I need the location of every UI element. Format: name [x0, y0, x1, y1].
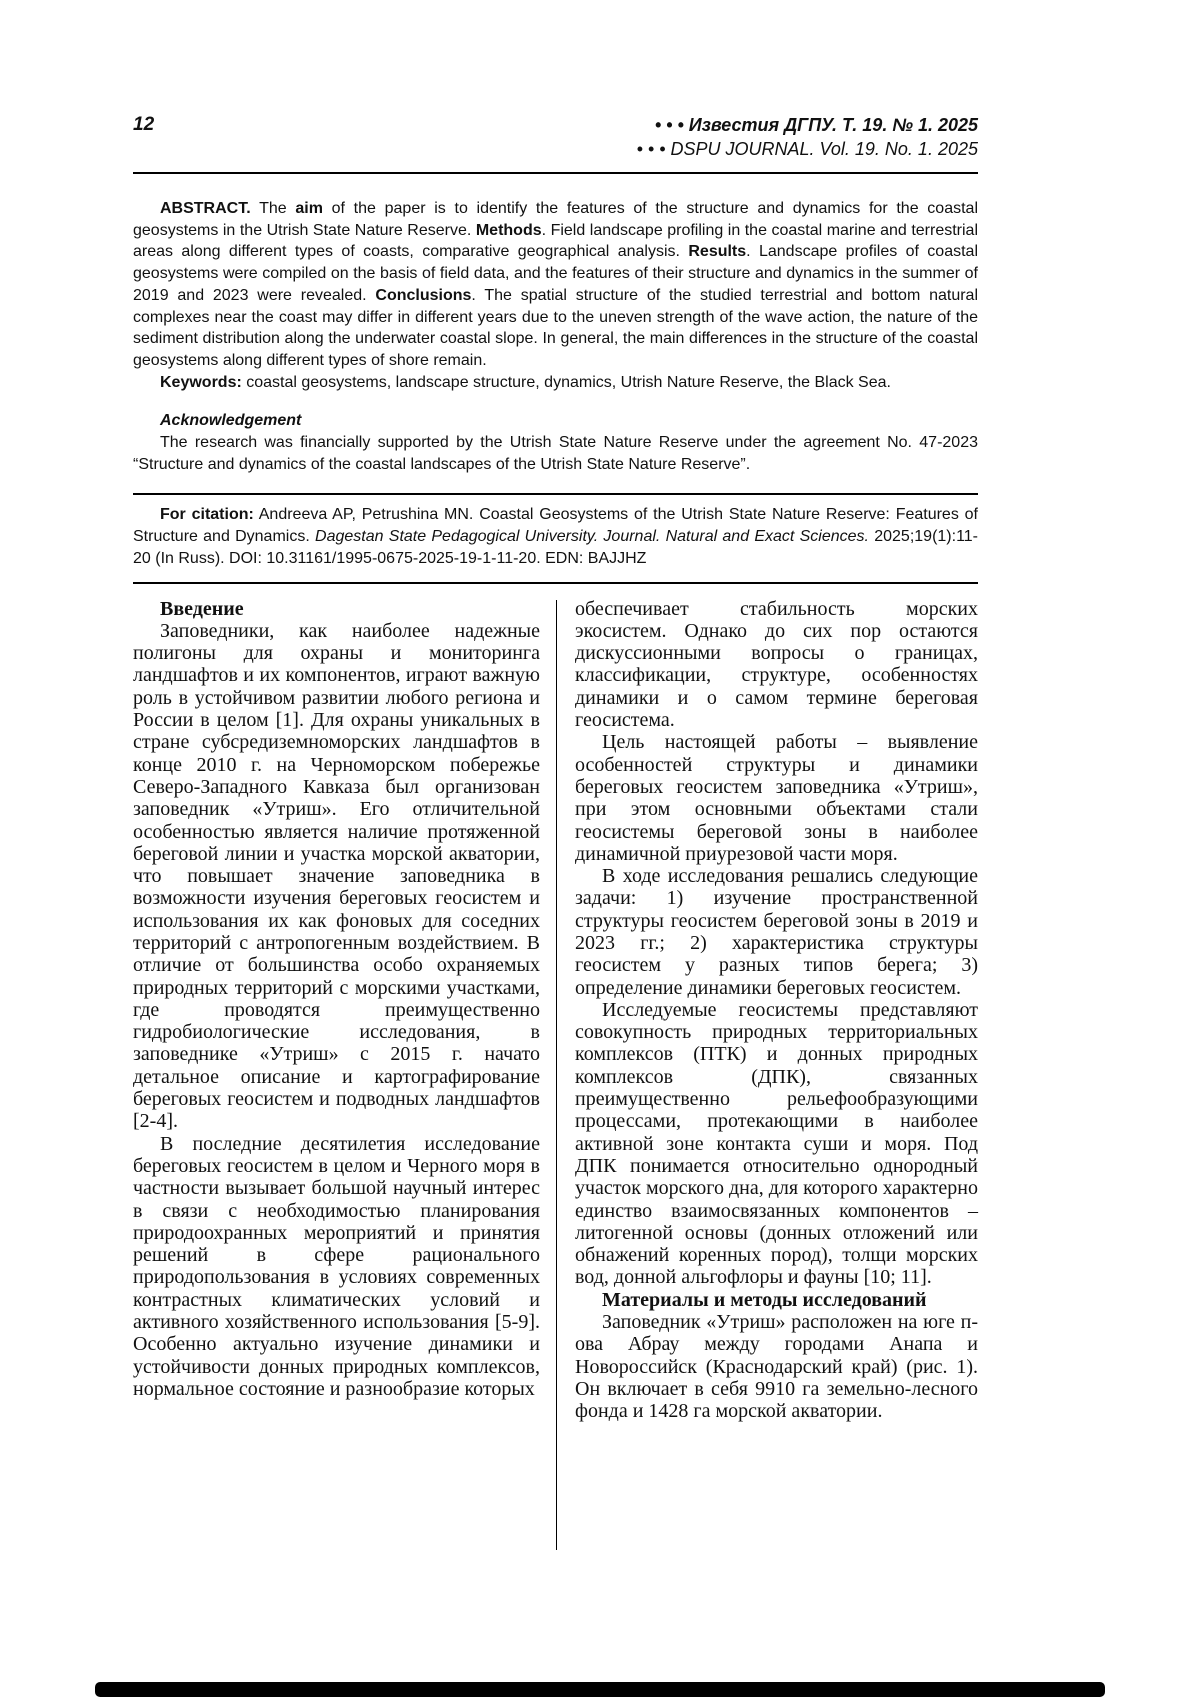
body-paragraph: Цель настоящей работы – выявление особенностей структуры и динамики береговых геосистем заповедника «Утриш», при этом основными объектами стали геосистемы береговой зоны в наиболее динамичной приурезовой части моря.: [575, 731, 978, 865]
acknowledgement-section: [133, 410, 978, 475]
section-heading: Введение: [160, 597, 244, 620]
body-paragraph: обеспечивает стабильность морских экосистем. Однако до сих пор остаются дискуссионными вопросы о границах, классификации, структуре, особенностях динамики и о самом термине береговая геосистема.: [575, 597, 978, 732]
acknowledgement-title: Acknowledgement: [160, 412, 302, 430]
body-paragraph: В ходе исследования решались следующие задачи: 1) изучение пространственной структуры геосистем береговой зоны в 2019 и 2023 гг.; 2) характеристика структуры геосистем у разных типов берега; 3) определение динамики береговых геосистем.: [575, 865, 978, 999]
body-paragraph: Заповедники, как наиболее надежные полигоны для охраны и мониторинга ландшафтов и их компонентов, играют важную роль в устойчивом развитии любого региона и России в целом [1]. Для охраны уникальных в стране субсредиземноморских ландшафтов в конце 2010 г. на Черноморском побережье Северо-Западного Кавказа был организован заповедник «Утриш». Его отличительной особенностью является наличие протяженной береговой линии и участка морской акватории, что повышает значение заповедника в возможности изучения береговых геосистем и использования их как фоновых для соседних территорий с антропогенным воздействием. В отличие от большинства особо охраняемых природных территорий с морскими участками, где проводятся преимущественно гидробиологические исследования, в заповеднике «Утриш» с 2015 г. начато детальное описание и картографирование береговых геосистем и подводных ландшафтов [2-4].: [133, 619, 540, 1133]
running-head: [133, 113, 978, 161]
column-divider: [556, 600, 557, 1550]
keywords-paragraph: Keywords: coastal geosystems, landscape structure, dynamics, Utrish Nature Reserve, the Black Sea.: [160, 373, 891, 391]
header-rule: [133, 172, 978, 174]
page-number: 12: [133, 114, 155, 135]
right-column: [575, 598, 978, 1423]
citation-rule-bottom: [133, 582, 978, 584]
journal-title-block: [637, 113, 978, 161]
abstract-paragraph: ABSTRACT. The aim of the paper is to identify the features of the structure and dynamics for the coastal geosystems in the Utrish State Nature Reserve. Methods. Field landscape profiling in the coastal marine and terrestrial areas along different types of coasts, comparative geographical analysis. Results. Landscape profiles of coastal geosystems were compiled on the basis of field data, and the features of their structure and dynamics in the summer of 2019 and 2023 were revealed. Conclusions. The spatial structure of the studied terrestrial and bottom natural complexes near the coast may differ in different years due to the uneven strength of the wave action, the nature of the sediment distribution along the underwater coastal slope. In general, the main differences in the structure of the coastal geosystems along different types of shore remain.: [133, 200, 979, 369]
journal-title-en: • • • DSPU JOURNAL. Vol. 19. No. 1. 2025: [636, 139, 978, 159]
left-column: [133, 598, 540, 1423]
bottom-scan-bar: [95, 1682, 1105, 1697]
section-heading: Материалы и методы исследований: [602, 1288, 927, 1311]
citation-paragraph: For citation: Andreeva AP, Petrushina MN. Coastal Geosystems of the Utrish State Nature Reserve: Features of Structure and Dynamics. Dagestan State Pedagogical University. Journal. Natural and Exact Sciences. 2025;19(1):11-20 (In Russ). DOI: 10.31161/1995-0675-2025-19-1-11-20. EDN: BAJJHZ: [133, 506, 979, 567]
acknowledgement-text: The research was financially supported by the Utrish State Nature Reserve under the agreement No. 47-2023 “Structure and dynamics of the coastal landscapes of the Utrish State Nature Reserve”.: [133, 434, 978, 473]
body-paragraph: В последние десятилетия исследование береговых геосистем в целом и Черного моря в частности вызывает большой научный интерес в связи с необходимостью планирования природоохранных мероприятий и принятия решений в сфере рационального природопользования в условиях современных контрастных климатических условий и активного хозяйственного использования [5-9]. Особенно актуально изучение динамики и устойчивости донных природных комплексов, нормальное состояние и разнообразие которых: [133, 1132, 540, 1400]
body-paragraph: Заповедник «Утриш» расположен на юге п-ова Абрау между городами Анапа и Новороссийск (Краснодарский край) (рис. 1). Он включает в себя 9910 га земельно-лесного фонда и 1428 га морской акватории.: [575, 1311, 978, 1423]
page-content: [133, 113, 978, 1423]
journal-title-ru: • • • Известия ДГПУ. Т. 19. № 1. 2025: [654, 115, 978, 135]
two-column-body: [133, 598, 978, 1423]
abstract-section: [133, 198, 978, 393]
body-paragraph: Исследуемые геосистемы представляют совокупность природных территориальных комплексов (ПТК) и донных природных комплексов (ДПК), связанных преимущественно рельефообразующими процессами, протекающими в наиболее активной зоне контакта суши и моря. Под ДПК понимается относительно однородный участок морского дна, для которого характерно единство взаимосвязанных компонентов – литогенной основы (донных отложений или обнажений коренных пород), толщи морских вод, донной альгофлоры и фауны [10; 11].: [575, 998, 978, 1289]
citation-section: [133, 495, 978, 581]
